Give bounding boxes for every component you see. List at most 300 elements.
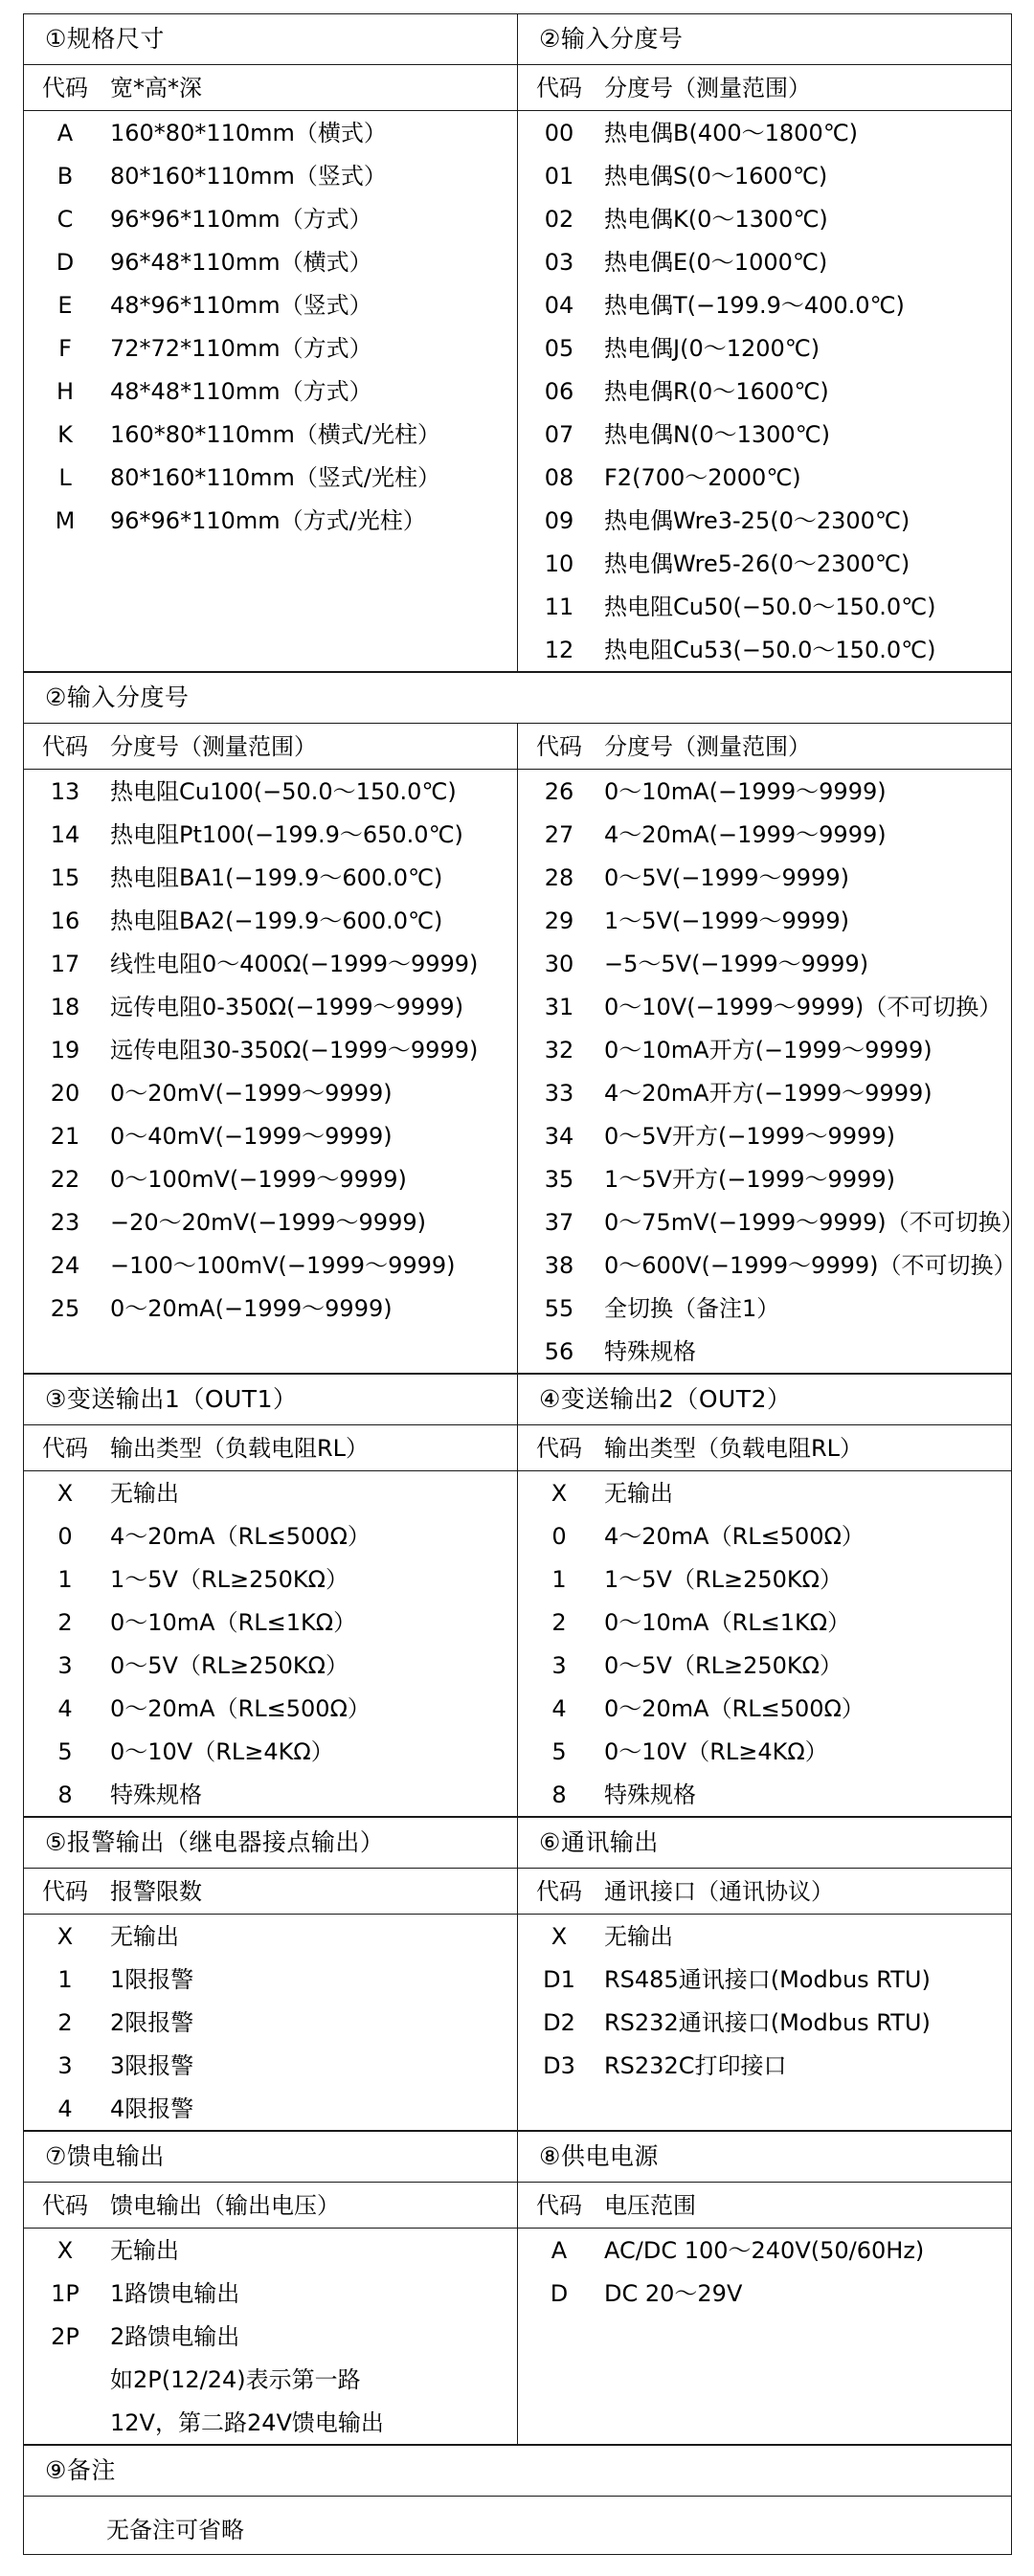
row-code: 15 [50, 864, 80, 891]
row-desc: 0～10V（RL≥4KΩ） [110, 1738, 334, 1765]
row-desc: 4限报警 [110, 2095, 194, 2122]
row-code: 06 [544, 378, 574, 405]
column-header-row [24, 1869, 517, 1915]
row-desc: 80*160*110mm（竖式/光柱） [110, 464, 440, 491]
row-desc: 0～20mA(−1999～9999) [110, 1295, 393, 1322]
row-desc: 96*96*110mm（方式） [110, 206, 372, 233]
remark-text: 无备注可省略 [106, 2517, 244, 2543]
table-row [518, 1071, 1011, 1114]
section-body-row [24, 2497, 1012, 2555]
table-row [518, 770, 1011, 813]
row-desc: 0～40mV(−1999～9999) [110, 1123, 393, 1150]
row-code: 1 [57, 1566, 73, 1593]
row-code [24, 2401, 106, 2411]
row-desc: 2路馈电输出 [110, 2323, 240, 2350]
section-body-remark [24, 2497, 1012, 2555]
table-row [24, 1028, 517, 1071]
col-header-desc: 报警限数 [110, 1878, 202, 1905]
spec-table-block-6 [23, 2445, 1012, 2555]
section-body-out2 [518, 1425, 1012, 1817]
table-row [24, 1773, 517, 1816]
table-row [24, 2087, 517, 2130]
table-row [518, 1243, 1017, 1287]
table-row [24, 413, 517, 456]
section-header-row [24, 1375, 1012, 1425]
row-code: K [57, 421, 73, 448]
col-header-code: 代码 [536, 1878, 582, 1905]
row-desc: 0～10mA(−1999～9999) [604, 778, 887, 805]
row-desc: 1限报警 [110, 1966, 194, 1993]
section-body-row [24, 724, 1012, 1374]
row-desc: −5～5V(−1999～9999) [604, 951, 869, 977]
row-code: 14 [50, 821, 80, 848]
section-title-feed: ⑦馈电输出 [24, 2132, 518, 2183]
section-title-input-2: ②输入分度号 [24, 673, 1012, 724]
section-body-size [24, 65, 518, 672]
table-row [24, 2229, 517, 2272]
table-row [24, 1915, 517, 1958]
table-row [518, 283, 1011, 326]
section-header-row [24, 673, 1012, 724]
row-code: 31 [544, 994, 574, 1020]
row-code: 37 [544, 1209, 574, 1236]
row-code: 0 [551, 1523, 567, 1550]
row-desc: 0～10mA（RL≤1KΩ） [110, 1609, 357, 1636]
table-row [518, 985, 1011, 1028]
row-desc: 热电阻BA1(−199.9～600.0℃) [110, 864, 443, 891]
row-code: H [56, 378, 75, 405]
row-desc: 0～10V（RL≥4KΩ） [604, 1738, 828, 1765]
row-desc: 1～5V（RL≥250KΩ） [110, 1566, 348, 1593]
section-body-row [24, 1425, 1012, 1817]
table-row-spacer [518, 2315, 1011, 2358]
table-row [24, 1200, 517, 1243]
row-code: 4 [57, 2095, 73, 2122]
table-row [24, 1557, 517, 1601]
spec-table-block-3 [23, 1374, 1012, 1817]
row-code: 25 [50, 1295, 80, 1322]
table-row [518, 1687, 1011, 1730]
row-desc: 热电偶J(0～1200℃) [604, 335, 820, 362]
section-title-out1: ③变送输出1（OUT1） [24, 1375, 518, 1425]
row-code: 19 [50, 1037, 80, 1064]
row-desc: DC 20～29V [604, 2280, 743, 2307]
col-header-code: 代码 [536, 2192, 582, 2219]
row-code: 32 [544, 1037, 574, 1064]
row-desc: 48*48*110mm（方式） [110, 378, 372, 405]
row-code: 08 [544, 464, 574, 491]
row-desc: 72*72*110mm（方式） [110, 335, 372, 362]
section-body-feed [24, 2183, 518, 2445]
col-header-desc: 电压范围 [604, 2192, 696, 2219]
table-row [24, 1114, 517, 1157]
table-row [518, 2044, 1011, 2087]
row-code: 26 [544, 778, 574, 805]
row-code: 4 [551, 1695, 567, 1722]
section-title-input-1: ②输入分度号 [518, 14, 1012, 65]
row-desc: 特殊规格 [604, 1781, 696, 1808]
row-code: 3 [57, 1652, 73, 1679]
col-header-code: 代码 [42, 733, 88, 760]
row-code: 34 [544, 1123, 574, 1150]
row-desc: 无输出 [604, 1923, 673, 1950]
row-code: C [56, 206, 74, 233]
row-desc: 远传电阻30-350Ω(−1999～9999) [110, 1037, 479, 1064]
row-desc: 0～10V(−1999～9999)（不可切换） [604, 994, 1002, 1020]
table-row [518, 628, 1011, 671]
table-row-note [24, 2358, 517, 2401]
row-code: 02 [544, 206, 574, 233]
table-row [518, 2001, 1011, 2044]
table-row-spacer [518, 2358, 1011, 2401]
row-code: 4 [57, 1695, 73, 1722]
row-code: 05 [544, 335, 574, 362]
row-desc: 热电阻Pt100(−199.9～650.0℃) [110, 821, 463, 848]
row-desc: 96*96*110mm（方式/光柱） [110, 507, 426, 534]
row-desc: 无输出 [110, 1923, 179, 1950]
table-row [24, 2001, 517, 2044]
row-desc: 4～20mA(−1999～9999) [604, 821, 887, 848]
row-desc: 4～20mA（RL≤500Ω） [110, 1523, 371, 1550]
row-desc: 远传电阻0-350Ω(−1999～9999) [110, 994, 464, 1020]
table-row [24, 2272, 517, 2315]
section-title-comm: ⑥通讯输出 [518, 1818, 1012, 1869]
row-desc: 0～20mA（RL≤500Ω） [110, 1695, 371, 1722]
row-desc: 0～600V(−1999～9999)（不可切换） [604, 1252, 1017, 1279]
row-code: 24 [50, 1252, 80, 1279]
column-header-row [518, 1869, 1011, 1915]
table-row [518, 370, 1011, 413]
row-desc: 0～20mV(−1999～9999) [110, 1080, 393, 1107]
col-header-code: 代码 [536, 75, 582, 101]
row-desc: 96*48*110mm（横式） [110, 249, 372, 276]
table-row-spacer [24, 542, 517, 585]
section-body-row [24, 65, 1012, 672]
table-row [518, 1028, 1011, 1071]
row-code: 09 [544, 507, 574, 534]
column-header-row [518, 1425, 1011, 1471]
row-code: D2 [543, 2009, 575, 2036]
row-desc: 特殊规格 [604, 1338, 696, 1365]
row-code: D3 [543, 2052, 575, 2079]
section-body-power [518, 2183, 1012, 2445]
row-code: 04 [544, 292, 574, 319]
table-row [24, 899, 517, 942]
table-row [518, 1644, 1011, 1687]
table-row [24, 2044, 517, 2087]
table-row [518, 1958, 1011, 2001]
table-row [24, 1514, 517, 1557]
row-code: 21 [50, 1123, 80, 1150]
row-code: X [56, 1480, 74, 1507]
row-code: 35 [544, 1166, 574, 1193]
col-header-desc: 分度号（测量范围） [110, 733, 317, 760]
section-title-out2: ④变送输出2（OUT2） [518, 1375, 1012, 1425]
row-desc: 1～5V(−1999～9999) [604, 907, 849, 934]
col-header-code: 代码 [42, 75, 88, 101]
section-title-alarm: ⑤报警输出（继电器接点输出） [24, 1818, 518, 1869]
row-desc: 0～75mV(−1999～9999)（不可切换） [604, 1209, 1024, 1236]
section-body-input-2-right [518, 724, 1024, 1374]
table-row [518, 413, 1011, 456]
row-code: 23 [50, 1209, 80, 1236]
row-code: 2 [57, 2009, 73, 2036]
row-desc: 1路馈电输出 [110, 2280, 240, 2307]
row-code: D [550, 2280, 569, 2307]
table-row [518, 1157, 1011, 1200]
row-desc: 0～10mA（RL≤1KΩ） [604, 1609, 851, 1636]
row-code: B [56, 163, 74, 190]
row-code: 56 [544, 1338, 574, 1365]
table-row [24, 856, 517, 899]
row-code: 5 [551, 1738, 567, 1765]
row-desc: 无输出 [110, 2237, 179, 2264]
col-header-code: 代码 [536, 733, 582, 760]
section-body-comm [518, 1869, 1012, 2131]
table-row [24, 1287, 517, 1330]
table-row [518, 1200, 1024, 1243]
row-code: 07 [544, 421, 574, 448]
table-row [24, 326, 517, 370]
table-row [24, 1157, 517, 1200]
row-desc: 160*80*110mm（横式） [110, 120, 387, 146]
section-title-power: ⑧供电电源 [518, 2132, 1012, 2183]
section-header-row [24, 14, 1012, 65]
row-code: F [58, 335, 72, 362]
table-row [24, 1730, 517, 1773]
row-code: 2P [51, 2323, 79, 2350]
col-header-code: 代码 [42, 1435, 88, 1462]
row-desc: 0～100mV(−1999～9999) [110, 1166, 407, 1193]
column-header-row [24, 1425, 517, 1471]
row-desc: 0～20mA（RL≤500Ω） [604, 1695, 865, 1722]
row-desc: 1～5V（RL≥250KΩ） [604, 1566, 843, 1593]
table-row [518, 899, 1011, 942]
section-header-row [24, 1818, 1012, 1869]
row-desc: 热电偶R(0～1600℃) [604, 378, 829, 405]
row-desc: 3限报警 [110, 2052, 194, 2079]
row-code: 20 [50, 1080, 80, 1107]
table-row [518, 499, 1011, 542]
table-row [518, 856, 1011, 899]
col-header-desc: 分度号（测量范围） [604, 75, 811, 101]
row-desc: 热电偶K(0～1300℃) [604, 206, 828, 233]
row-desc: 0～5V(−1999～9999) [604, 864, 849, 891]
table-row [24, 1601, 517, 1644]
row-desc: 4～20mA开方(−1999～9999) [604, 1080, 933, 1107]
table-row [518, 1730, 1011, 1773]
table-row [24, 1958, 517, 2001]
section-body-row [24, 2183, 1012, 2445]
col-header-code: 代码 [536, 1435, 582, 1462]
table-row-spacer [518, 2401, 1011, 2444]
table-row [518, 542, 1011, 585]
column-header-row [518, 2183, 1011, 2229]
table-row [518, 1557, 1011, 1601]
spec-table-block-2 [23, 672, 1024, 1374]
column-header-row [24, 2183, 517, 2229]
table-row [24, 1243, 517, 1287]
col-header-code: 代码 [42, 2192, 88, 2219]
section-title-size: ①规格尺寸 [24, 14, 518, 65]
column-header-row [518, 724, 1011, 770]
table-row [518, 942, 1011, 985]
row-desc: 12V，第二路24V馈电输出 [110, 2409, 384, 2436]
row-desc: AC/DC 100～240V(50/60Hz) [604, 2237, 925, 2264]
table-row [518, 585, 1011, 628]
row-code: 8 [57, 1781, 73, 1808]
row-code: 29 [544, 907, 574, 934]
row-desc: RS485通讯接口(Modbus RTU) [604, 1966, 931, 1993]
table-row-note [24, 2401, 517, 2444]
row-desc: 80*160*110mm（竖式） [110, 163, 387, 190]
row-code: 12 [544, 637, 574, 663]
row-code: 17 [50, 951, 80, 977]
row-code: 30 [544, 951, 574, 977]
row-desc: 0～10mA开方(−1999～9999) [604, 1037, 933, 1064]
table-row [518, 456, 1011, 499]
table-row [24, 456, 517, 499]
row-desc: 热电阻Cu53(−50.0～150.0℃) [604, 637, 936, 663]
row-code: 28 [544, 864, 574, 891]
row-code: 3 [57, 2052, 73, 2079]
table-row [518, 1601, 1011, 1644]
row-code: 11 [544, 594, 574, 620]
section-body-row [24, 1869, 1012, 2131]
row-code: 0 [57, 1523, 73, 1550]
row-code: X [551, 1923, 568, 1950]
row-desc: 热电偶B(400～1800℃) [604, 120, 859, 146]
table-row [24, 1471, 517, 1514]
col-header-desc: 分度号（测量范围） [604, 733, 811, 760]
section-body-alarm [24, 1869, 518, 2131]
row-code: 03 [544, 249, 574, 276]
table-row [518, 197, 1011, 240]
row-code: 01 [544, 163, 574, 190]
row-desc: 0～5V开方(−1999～9999) [604, 1123, 895, 1150]
row-code: L [58, 464, 72, 491]
section-header-row [24, 2132, 1012, 2183]
table-row [24, 770, 517, 813]
row-code: D1 [543, 1966, 575, 1993]
row-code: 3 [551, 1652, 567, 1679]
row-code: 13 [50, 778, 80, 805]
table-row [518, 1114, 1011, 1157]
row-desc: −20～20mV(−1999～9999) [110, 1209, 426, 1236]
table-row [24, 111, 517, 154]
table-row-spacer [24, 585, 517, 628]
col-header-desc: 通讯接口（通讯协议） [604, 1878, 834, 1905]
col-header-desc: 输出类型（负载电阻RL） [604, 1435, 864, 1462]
row-code: 8 [551, 1781, 567, 1808]
table-row [518, 1330, 1011, 1373]
table-row [24, 499, 517, 542]
row-code: X [56, 1923, 74, 1950]
table-row [24, 2315, 517, 2358]
table-row-spacer [518, 2087, 1011, 2130]
table-row [518, 2272, 1011, 2315]
table-row-spacer [24, 628, 517, 671]
row-desc: 热电偶T(−199.9～400.0℃) [604, 292, 905, 319]
row-desc: 如2P(12/24)表示第一路 [110, 2366, 361, 2393]
spec-table-block-4 [23, 1817, 1012, 2131]
row-desc: 热电阻Cu100(−50.0～150.0℃) [110, 778, 457, 805]
row-code: 10 [544, 550, 574, 577]
table-row [518, 154, 1011, 197]
table-row [24, 197, 517, 240]
section-title-remark: ⑨备注 [24, 2446, 1012, 2497]
row-code: E [57, 292, 73, 319]
col-header-code: 代码 [42, 1878, 88, 1905]
section-header-row [24, 2446, 1012, 2497]
section-body-input-1 [518, 65, 1012, 672]
row-desc: −100～100mV(−1999～9999) [110, 1252, 456, 1279]
row-desc: 全切换（备注1） [604, 1295, 780, 1322]
row-desc: 线性电阻0～400Ω(−1999～9999) [110, 951, 479, 977]
row-code: X [56, 2237, 74, 2264]
table-row [24, 985, 517, 1028]
row-desc: 160*80*110mm（横式/光柱） [110, 421, 440, 448]
row-code: 1 [551, 1566, 567, 1593]
row-code: 38 [544, 1252, 574, 1279]
row-desc: 热电偶Wre5-26(0～2300℃) [604, 550, 910, 577]
column-header-row [518, 65, 1011, 111]
row-code: 1 [57, 1966, 73, 1993]
row-desc: 4～20mA（RL≤500Ω） [604, 1523, 865, 1550]
row-desc: 0～5V（RL≥250KΩ） [110, 1652, 348, 1679]
row-desc: 特殊规格 [110, 1781, 202, 1808]
row-code: 55 [544, 1295, 574, 1322]
row-desc: 热电阻Cu50(−50.0～150.0℃) [604, 594, 936, 620]
table-row [518, 1915, 1011, 1958]
table-row [24, 942, 517, 985]
table-row [24, 1687, 517, 1730]
row-desc: 热电偶E(0～1000℃) [604, 249, 828, 276]
row-desc: 热电偶S(0～1600℃) [604, 163, 828, 190]
row-desc: 无输出 [110, 1480, 179, 1507]
column-header-row [24, 724, 517, 770]
row-code: A [551, 2237, 568, 2264]
spec-table-block-5 [23, 2131, 1012, 2445]
row-desc: RS232通讯接口(Modbus RTU) [604, 2009, 931, 2036]
col-header-desc: 宽*高*深 [110, 75, 202, 101]
row-desc: 无输出 [604, 1480, 673, 1507]
table-row [518, 1287, 1011, 1330]
row-desc: 热电偶N(0～1300℃) [604, 421, 830, 448]
row-code: 27 [544, 821, 574, 848]
col-header-desc: 馈电输出（输出电压） [110, 2192, 340, 2219]
column-header-row [24, 65, 517, 111]
row-desc: F2(700～2000℃) [604, 464, 801, 491]
table-row [24, 1071, 517, 1114]
row-code: 1P [51, 2280, 79, 2307]
table-row [518, 1514, 1011, 1557]
row-desc: RS232C打印接口 [604, 2052, 787, 2079]
table-row [518, 813, 1011, 856]
table-row [24, 1644, 517, 1687]
row-code: 18 [50, 994, 80, 1020]
row-code: 2 [551, 1609, 567, 1636]
row-desc: 48*96*110mm（竖式） [110, 292, 372, 319]
row-code: 00 [544, 120, 574, 146]
col-header-desc: 输出类型（负载电阻RL） [110, 1435, 370, 1462]
table-row [518, 240, 1011, 283]
row-code: 5 [57, 1738, 73, 1765]
row-code: A [56, 120, 74, 146]
table-row [518, 1471, 1011, 1514]
row-code: 33 [544, 1080, 574, 1107]
row-code: 2 [57, 1609, 73, 1636]
